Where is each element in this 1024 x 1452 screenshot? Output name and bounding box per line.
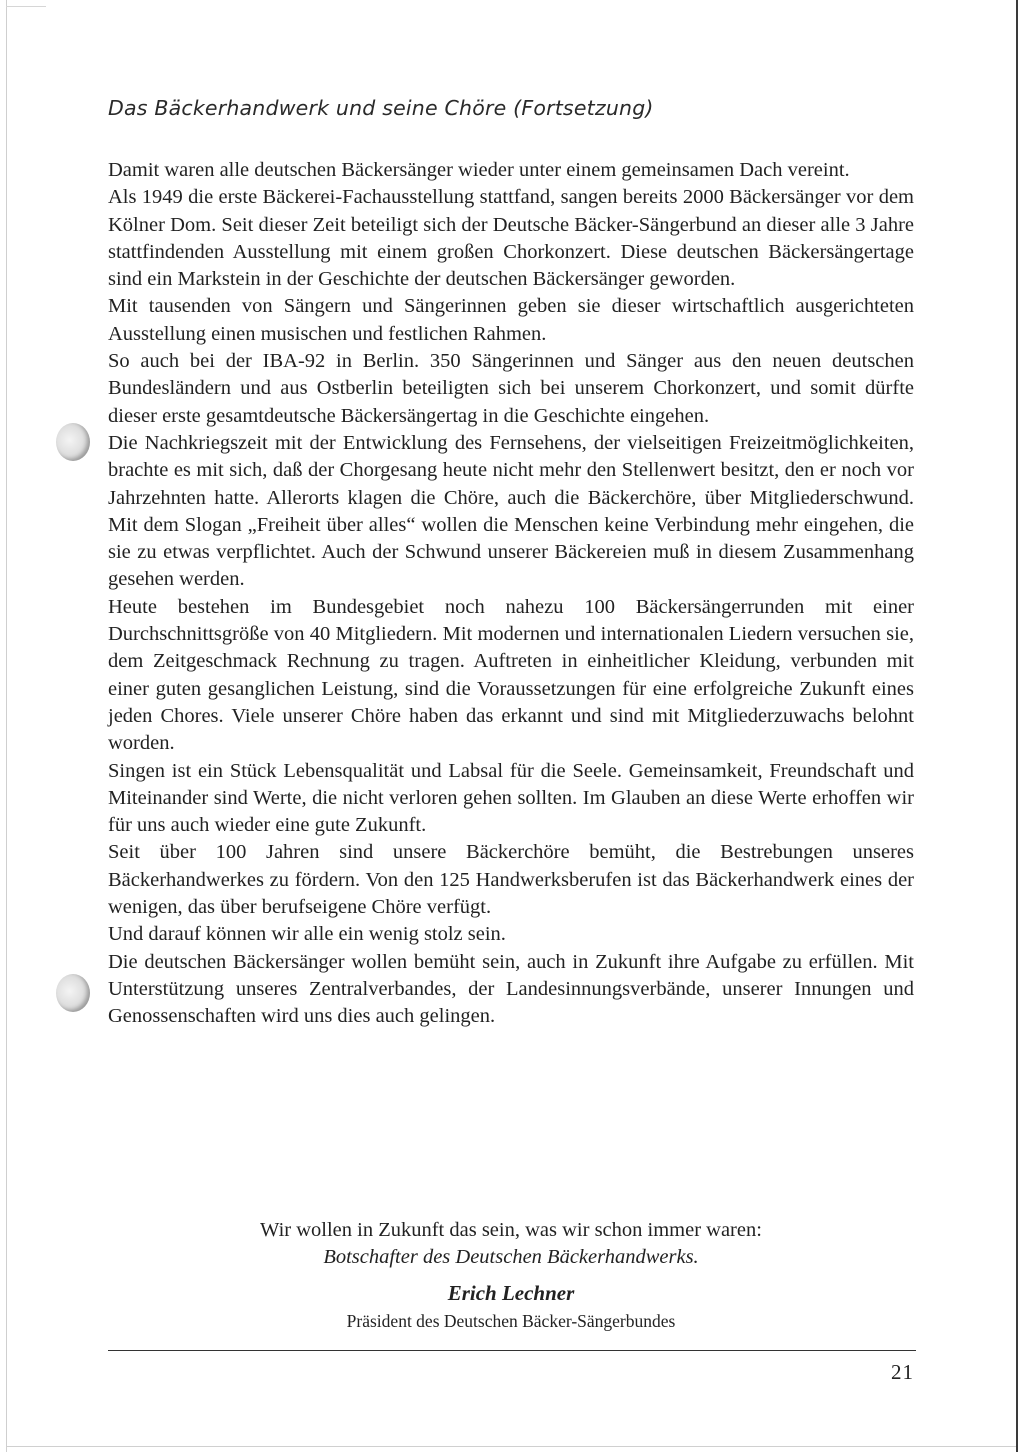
page-edge-left — [6, 0, 7, 1452]
author-name: Erich Lechner — [447, 1281, 575, 1305]
paragraph: Singen ist ein Stück Lebensqualität und Labsal für die Seele. Gemeinsamkeit, Freundschaft und Miteinander sind Werte, die nicht verloren gehen sollten. Im Glauben an diese Werte erhoffen wir für uns auch wieder eine gute Zukunft. — [108, 759, 914, 837]
paragraph: Damit waren alle deutschen Bäckersänger wieder unter einem gemeinsamen Dach vereint. — [108, 159, 850, 181]
page-edge-top — [6, 6, 46, 7]
page-heading: Das Bäckerhandwerk und seine Chöre (Fortsetzung) — [108, 96, 654, 120]
paragraph: So auch bei der IBA-92 in Berlin. 350 Sängerinnen und Sänger aus den neuen deutschen Bundesländern und aus Ostberlin beteiligten sich bei unserem Chorkonzert, und somit dürfte dieser erste gesamtdeutsche Bäckersängertag in die Geschichte eingehen. — [108, 350, 914, 427]
article-body — [108, 157, 914, 1031]
paragraph: Seit über 100 Jahren sind unsere Bäckerchöre bemüht, die Bestrebungen unseres Bäckerhandwerkes zu fördern. Von den 125 Handwerksberufen ist das Bäckerhandwerk eines der wenigen, das über berufseigene Chöre verfügt. — [108, 841, 914, 919]
paragraph: Heute bestehen im Bundesgebiet noch nahezu 100 Bäckersängerrunden mit einer Durchschnittsgröße von 40 Mitgliedern. Mit modernen und internationalen Liedern versuchen sie, dem Zeitgeschmack Rechnung zu tragen. Auftreten in einheitlicher Kleidung, verbunden mit einer guten gesanglichen Leistung, sind die Voraussetzungen für eine erfolgreiche Zukunft eines jeden Chores. Viele unserer Chöre haben das erkannt und sind mit Mitgliederzuwachs belohnt worden. — [108, 595, 914, 755]
paragraph: Als 1949 die erste Bäckerei-Fachausstellung stattfand, sangen bereits 2000 Bäckersänger vor dem Kölner Dom. Seit dieser Zeit beteiligt sich der Deutsche Bäcker-Sängerbund an dieser alle 3 Jahre stattfindenden Ausstellung mit einem großen Chorkonzert. Diese deutschen Bäckersängertage sind ein Markstein in der Geschichte der deutschen Bäckersänger geworden. — [108, 186, 914, 291]
punch-hole-upper — [56, 423, 90, 461]
author-title: Präsident des Deutschen Bäcker-Sängerbundes — [346, 1311, 676, 1331]
paragraph: Die deutschen Bäckersänger wollen bemüht sein, auch in Zukunft ihre Aufgabe zu erfüllen. Mit Unterstützung unseres Zentralverbandes, der Landesinnungsverbände, unserer Innungen und Genossenschaften wird uns dies auch gelingen. — [108, 950, 914, 1028]
closing-block — [108, 1217, 914, 1332]
paragraph: Die Nachkriegszeit mit der Entwicklung des Fernsehens, der vielseitigen Freizeitmöglichkeiten, brachte es mit sich, daß der Chorgesang heute nicht mehr den Stellenwert besitzt, den er noch vor Jahrzehnten hatte. Allerorts klagen die Chöre, auch die Bäckerchöre, über Mitgliederschwund. Mit dem Slogan „Freiheit über alles“ wollen die Menschen keine Verbindung mehr eingehen, die sie zu etwas verpflichtet. Auch der Schwund unserer Bäckereien muß in diesem Zusammenhang gesehen werden. — [108, 431, 914, 591]
paragraph: Und darauf können wir alle ein wenig stolz sein. — [108, 923, 506, 946]
page-edge-bottom — [6, 1446, 1016, 1447]
closing-motto: Botschafter des Deutschen Bäckerhandwerks. — [323, 1246, 699, 1268]
page-number: 21 — [891, 1360, 914, 1384]
closing-statement: Wir wollen in Zukunft das sein, was wir schon immer waren: — [260, 1219, 762, 1241]
page-edge-right — [1016, 0, 1018, 1452]
footer-rule — [108, 1350, 916, 1351]
paragraph: Mit tausenden von Sängern und Sängerinnen geben sie dieser wirtschaftlich ausgerichteten Ausstellung einen musischen und festlichen Rahmen. — [108, 295, 914, 345]
punch-hole-lower — [56, 974, 90, 1012]
